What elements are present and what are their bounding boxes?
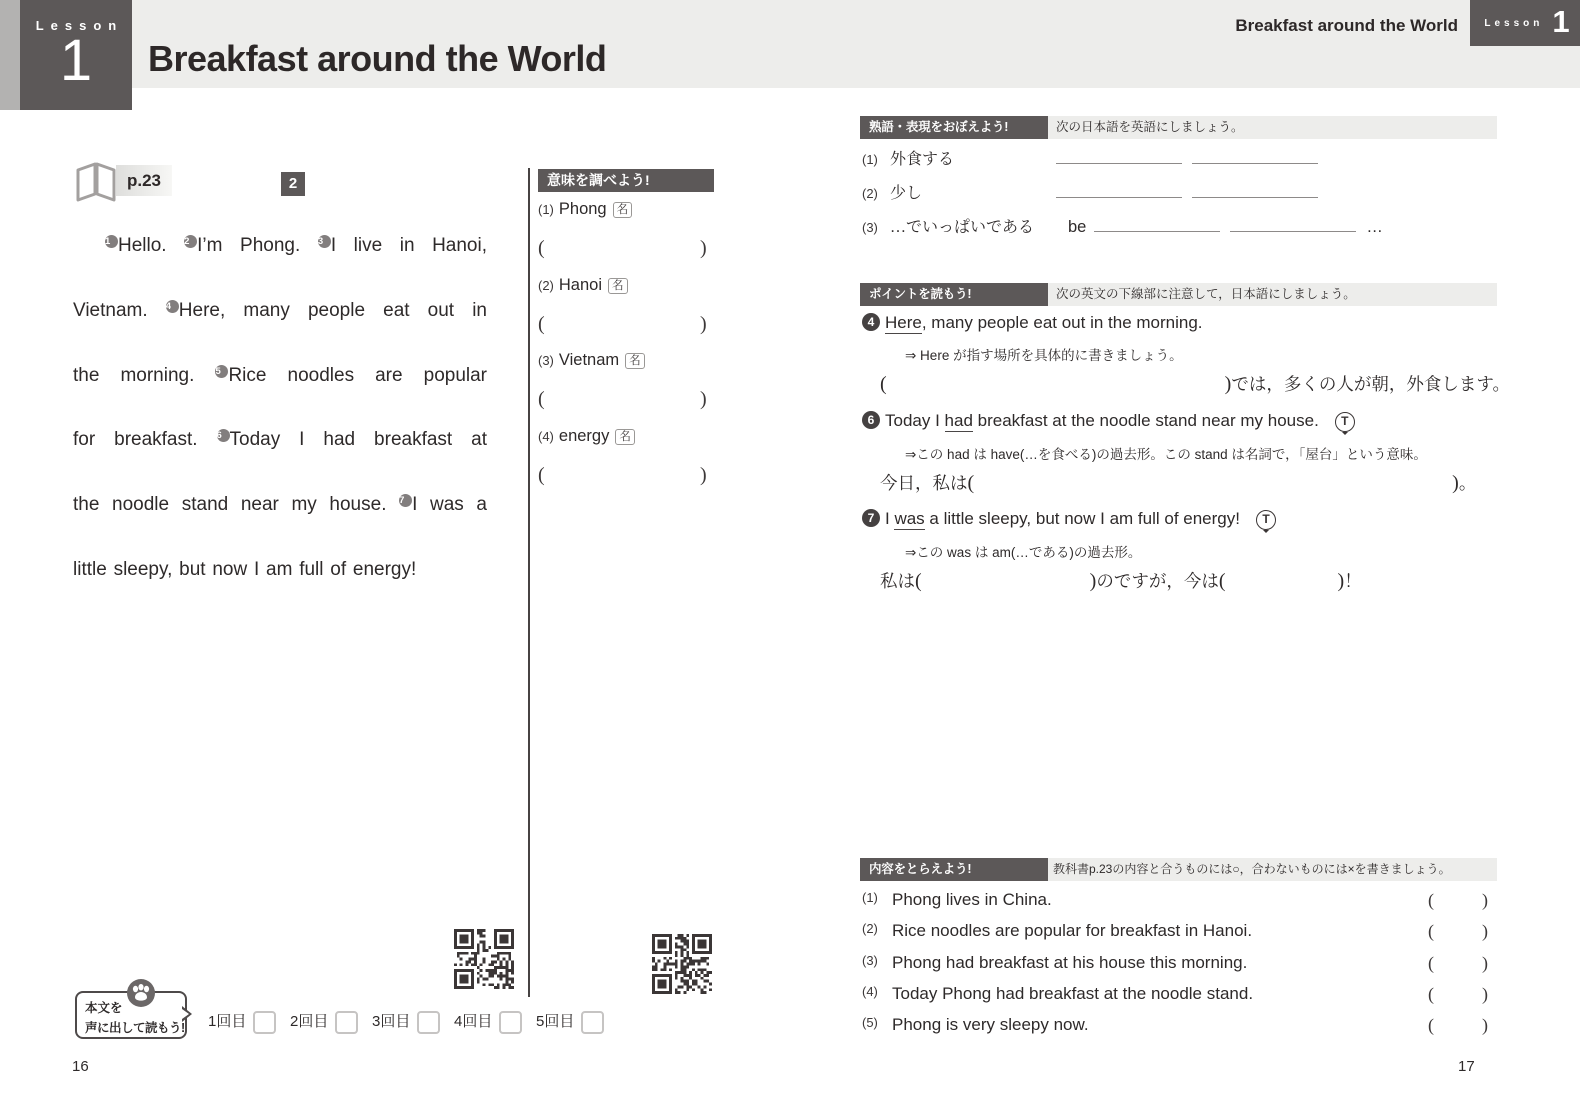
read-aloud-counter (208, 1011, 276, 1035)
counter-checkbox[interactable] (499, 1011, 522, 1034)
contents-statement: Phong had breakfast at his house this morning. (892, 952, 1248, 972)
reading-line: the morning. 5 Rice noodles are popular (73, 364, 488, 386)
points-section-header: ポイントを読もう! (860, 283, 1048, 306)
vocab-word: Vietnam (558, 351, 620, 369)
vocab-item (538, 200, 708, 222)
vocab-answer-slot[interactable] (538, 388, 708, 410)
point-sentence (862, 509, 1276, 530)
answer-paren-open[interactable]: ( (1428, 952, 1434, 973)
lesson-label-small: Lesson (1484, 17, 1544, 29)
vocab-item-number: (3) (538, 353, 554, 368)
point-sentence (862, 411, 1355, 432)
audio-track-icon: T (1335, 412, 1355, 432)
sentence-number-icon: 4 (166, 300, 179, 313)
answer-paren-close[interactable]: ) (1482, 1015, 1488, 1036)
idiom-japanese: 少し (890, 185, 923, 202)
reading-line: Vietnam. 4 Here, many people eat out in (73, 299, 487, 321)
contents-statement: Today Phong had breakfast at the noodle stand. (892, 983, 1254, 1003)
answer-blank-line[interactable] (1094, 214, 1220, 232)
answer-paren: ) (1224, 373, 1232, 395)
answer-paren: ( (967, 472, 975, 494)
sentence-number-icon: 5 (215, 365, 228, 378)
answer-paren-close[interactable]: ) (1482, 952, 1488, 973)
contents-item-number: (5) (862, 1015, 878, 1031)
point-number-icon: 7 (862, 509, 880, 527)
answer-paren-close: ) (700, 463, 707, 486)
points-instruction: 次の英文の下線部に注意して，日本語にしましょう。 (1056, 287, 1356, 301)
answer-paren-open[interactable]: ( (1428, 921, 1434, 942)
vocab-section-header: 意味を調べよう! (538, 169, 714, 192)
paw-icon (126, 978, 156, 1008)
qr-code (454, 929, 514, 989)
answer-paren-open[interactable]: ( (1428, 983, 1434, 1004)
contents-item (862, 921, 1502, 945)
answer-blank-line[interactable] (1056, 146, 1182, 164)
contents-section-header: 内容をとらえよう! (860, 858, 1048, 881)
column-divider (528, 168, 530, 997)
vocab-item (538, 351, 708, 373)
answer-text: では，多くの人が朝，外食します。 (1231, 374, 1510, 394)
vocab-item (538, 427, 708, 449)
answer-text: 私は (880, 571, 915, 591)
counter-label: 1回目 (208, 1013, 247, 1030)
counter-checkbox[interactable] (581, 1011, 604, 1034)
underlined-word: Here (885, 313, 922, 332)
vocab-item-number: (4) (538, 428, 554, 444)
part-number-badge: 2 (281, 172, 305, 196)
answer-paren: ) (1452, 472, 1459, 494)
sentence-number-icon: 1 (105, 235, 118, 248)
vocab-item-number: (2) (538, 277, 554, 293)
idiom-japanese: …でいっぱいである (890, 219, 1035, 236)
sentence-text: a little sleepy, but now I am full of energy! (924, 509, 1240, 528)
read-aloud-counter (372, 1011, 440, 1035)
answer-paren: ) (1337, 570, 1345, 592)
answer-paren-close[interactable]: ) (1482, 921, 1488, 942)
vocab-answer-slot[interactable] (538, 464, 708, 486)
answer-paren-open[interactable]: ( (1428, 1015, 1434, 1036)
sentence-number-icon: 7 (399, 494, 412, 507)
audio-track-icon: T (1256, 510, 1276, 530)
answer-blank-line[interactable] (1230, 214, 1356, 232)
idiom-item (862, 214, 1502, 240)
point-number-icon: 6 (862, 411, 880, 429)
underlined-word: had (944, 411, 973, 430)
idiom-item (862, 180, 1502, 206)
contents-item-number: (1) (862, 890, 878, 905)
sentence-text: breakfast at the noodle stand near my house. (972, 411, 1319, 430)
answer-paren: ) (1089, 570, 1097, 592)
contents-item-number: (4) (862, 983, 878, 999)
textbook-page-ref: p.23 (116, 165, 172, 196)
counter-checkbox[interactable] (417, 1011, 440, 1034)
counter-label: 4回目 (454, 1013, 493, 1030)
counter-label: 2回目 (290, 1013, 329, 1030)
vocab-word: Phong (558, 200, 607, 218)
idioms-instruction: 次の日本語を英語にしましょう。 (1056, 120, 1244, 134)
underlined-word: was (894, 509, 925, 528)
answer-paren-open: ( (538, 237, 545, 259)
vocab-word: energy (558, 426, 610, 445)
sentence-text: I (885, 509, 895, 528)
answer-paren-open: ( (538, 463, 545, 486)
sentence-number-icon: 6 (217, 429, 230, 442)
read-aloud-counter (454, 1011, 522, 1035)
page-number-right: 17 (1458, 1058, 1475, 1075)
counter-label: 3回目 (372, 1013, 411, 1030)
lesson-badge-small (1470, 0, 1580, 46)
read-aloud-label-line1: 本文を (85, 1001, 123, 1015)
counter-checkbox[interactable] (253, 1011, 276, 1034)
vocab-answer-slot[interactable] (538, 237, 708, 259)
answer-paren-open: ( (538, 312, 545, 335)
read-aloud-counter (290, 1011, 358, 1035)
vocab-word: Hanoi (558, 275, 603, 294)
counter-label: 5回目 (536, 1013, 575, 1030)
answer-text: ！ (1344, 571, 1362, 591)
lesson-side-strip (0, 0, 20, 110)
contents-item-number: (3) (862, 952, 878, 968)
answer-paren: ( (915, 570, 922, 592)
point-answer-line[interactable] (880, 470, 1476, 495)
idiom-item-number: (1) (862, 152, 878, 167)
idiom-prefix: be (1068, 218, 1087, 236)
vocab-item-number: (1) (538, 202, 554, 217)
lesson-label: Lesson (35, 18, 124, 33)
qr-code (652, 934, 712, 994)
idiom-item (862, 146, 1502, 172)
reading-line: little sleepy, but now I am full of energy! (73, 559, 417, 580)
lesson-badge (20, 0, 132, 110)
part-of-speech-badge: 名 (625, 353, 645, 369)
contents-statement: Phong lives in China. (892, 890, 1052, 909)
contents-item (862, 953, 1502, 977)
page-number-left: 16 (72, 1058, 89, 1075)
idioms-section-header: 熟語・表現をおぼえよう! (860, 116, 1048, 139)
answer-paren: ( (1218, 570, 1226, 592)
contents-item (862, 984, 1502, 1008)
lesson-number: 1 (59, 28, 93, 93)
sentence-number-icon: 3 (318, 235, 331, 248)
answer-paren-open[interactable]: ( (1428, 890, 1434, 910)
answer-paren-open: ( (538, 388, 545, 410)
answer-paren-close[interactable]: ) (1482, 983, 1488, 1004)
contents-statement: Phong is very sleepy now. (892, 1015, 1089, 1035)
read-aloud-counter (536, 1011, 604, 1035)
sentence-text: , many people eat out in the morning. (921, 313, 1203, 332)
contents-item-number: (2) (862, 921, 878, 937)
point-sentence (862, 313, 1203, 333)
vocab-answer-slot[interactable] (538, 313, 708, 335)
idiom-item-number: (3) (862, 220, 878, 235)
running-title: Breakfast around the World (1235, 16, 1458, 35)
sentence-number-icon: 2 (184, 235, 197, 248)
lesson-number-small: 1 (1552, 3, 1570, 39)
part-of-speech-badge: 名 (615, 429, 635, 445)
idiom-item-number: (2) (862, 186, 878, 201)
answer-paren-close: ) (700, 312, 707, 335)
contents-statement: Rice noodles are popular for breakfast in Hanoi. (892, 921, 1253, 941)
answer-paren-close[interactable]: ) (1482, 890, 1488, 910)
vocab-item (538, 276, 708, 298)
point-hint: ⇒この was は am(…である)の過去形。 (905, 545, 1142, 560)
point-answer-line[interactable] (880, 371, 1510, 396)
page-title: Breakfast around the World (148, 38, 607, 79)
idiom-japanese: 外食する (890, 151, 955, 168)
textbook-icon (74, 161, 118, 208)
reading-line: 1 Hello. 2 I’m Phong. 3 I live in Hanoi, (105, 235, 487, 256)
answer-paren-close: ) (700, 237, 707, 259)
contents-instruction: 教科書p.23の内容と合うものには○，合わないものには×を書きましょう。 (1053, 862, 1451, 876)
reading-line: for breakfast. 6 Today I had breakfast at (73, 429, 487, 451)
contents-item (862, 1015, 1502, 1039)
contents-item (862, 890, 1502, 914)
sentence-text: Today I (885, 411, 945, 430)
part-of-speech-badge: 名 (613, 202, 633, 218)
answer-paren: ( (880, 373, 887, 395)
answer-text: 今日，私は (880, 473, 968, 493)
answer-blank-line[interactable] (1192, 180, 1318, 198)
answer-paren-close: ) (700, 388, 707, 410)
answer-text: 。 (1458, 473, 1477, 493)
answer-blank-line[interactable] (1192, 146, 1318, 164)
counter-checkbox[interactable] (335, 1011, 358, 1034)
reading-line: the noodle stand near my house. 7 I was a (73, 494, 487, 516)
part-of-speech-badge: 名 (608, 278, 628, 294)
idiom-suffix: … (1366, 218, 1383, 236)
point-answer-line[interactable] (880, 568, 1362, 593)
read-aloud-label-line2: 声に出して読もう! (85, 1021, 185, 1035)
point-number-icon: 4 (862, 313, 880, 331)
answer-text: のですが，今は (1096, 571, 1219, 591)
point-hint: ⇒ Here が指す場所を具体的に書きましょう。 (905, 348, 1183, 363)
answer-blank-line[interactable] (1056, 180, 1182, 198)
point-hint: ⇒この had は have(…を食べる)の過去形。この stand は名詞で，「屋台」という意味。 (905, 447, 1427, 462)
